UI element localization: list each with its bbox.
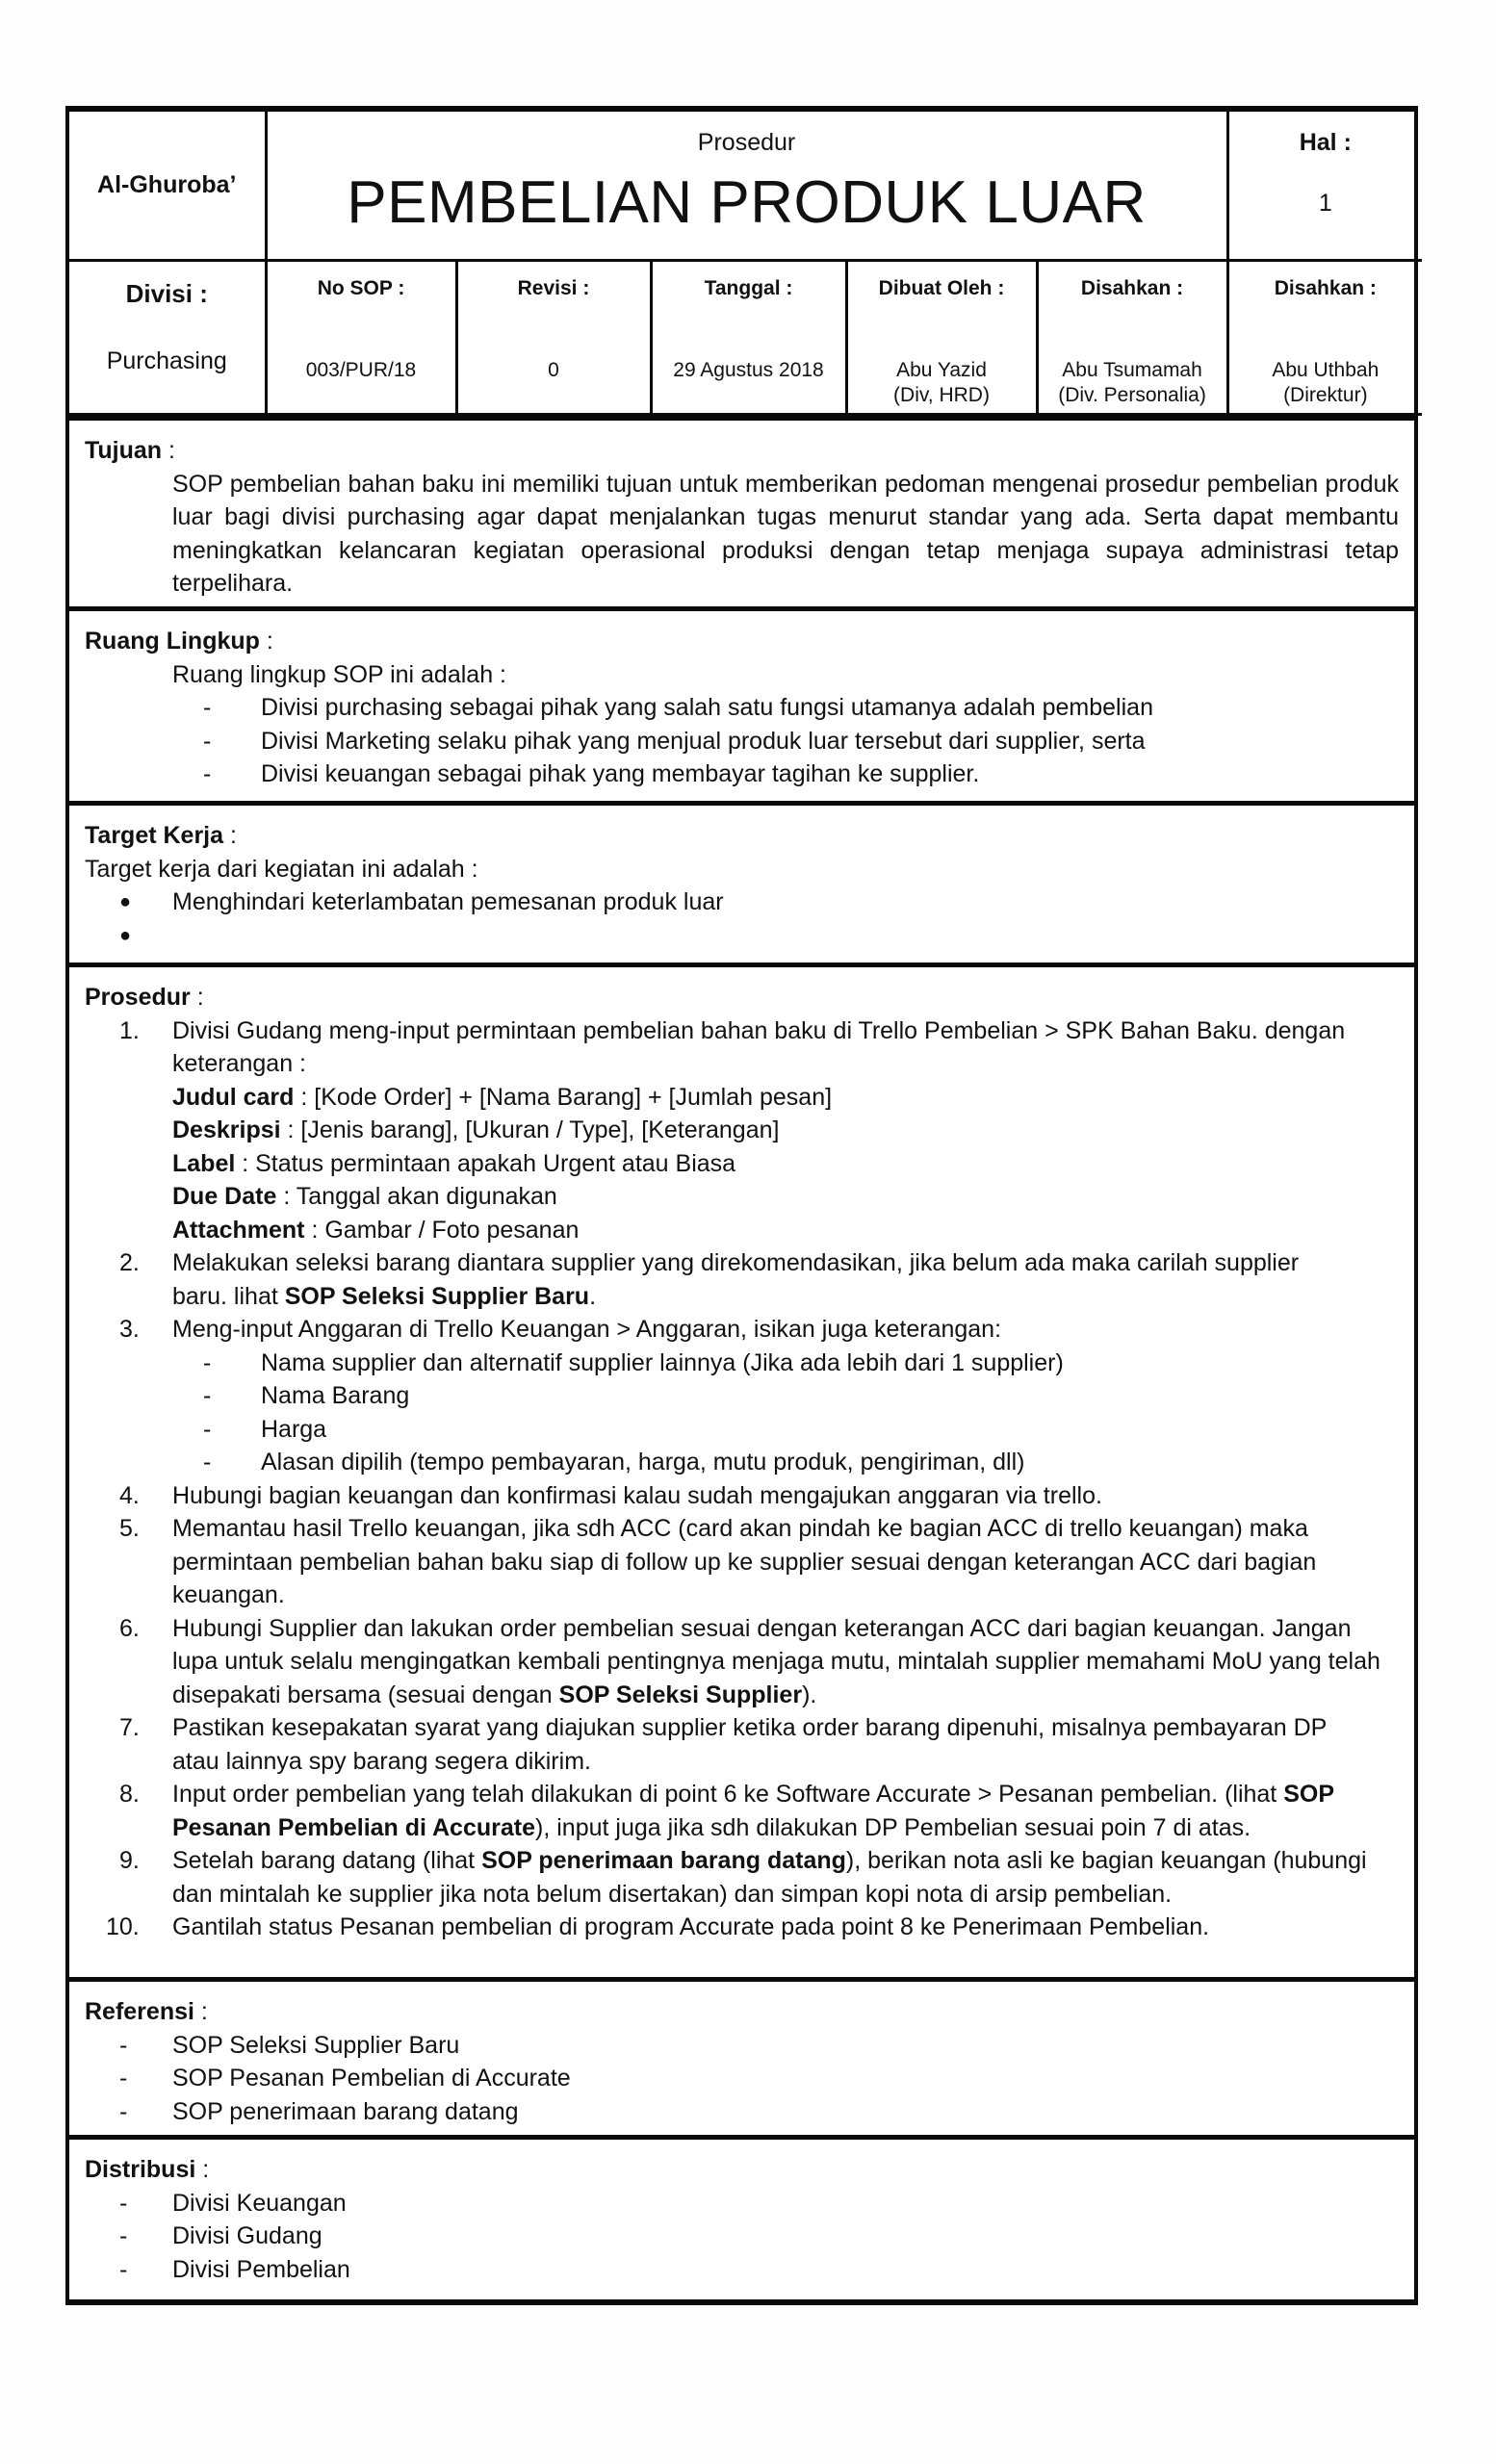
step-item: 7. Pastikan kesepakatan syarat yang diajukan supplier ketika order barang dipenuhi, misalnya pembayaran DP atau lainnya spy barang segera dikirim. — [119, 1714, 1327, 1775]
list-item: - Divisi purchasing sebagai pihak yang salah satu fungsi utamanya adalah pembelian — [203, 694, 1153, 721]
list-item: - Nama Barang — [203, 1382, 410, 1409]
sop-number-value: 003/PUR/18 — [305, 359, 417, 381]
approver-1-cell — [1037, 261, 1227, 415]
list-item[interactable]: - SOP Pesanan Pembelian di Accurate — [119, 2065, 571, 2092]
division-cell — [69, 261, 266, 415]
step-item: 9. Setelah barang datang (lihat SOP penerimaan barang datang), berikan nota asli ke bagian keuangan (hubungi dan mintalah ke supplier jika nota belum disertakan) dan simpan kopi nota di arsip pembelian. — [119, 1847, 1367, 1908]
section-heading: Tujuan : — [85, 437, 175, 464]
card-field: Judul card : [Kode Order] + [Nama Barang] + [Jumlah pesan] — [172, 1083, 833, 1111]
target-kerja-intro: Target kerja dari kegiatan ini adalah : — [85, 855, 478, 883]
section-title: Tujuan — [85, 437, 163, 464]
section-prosedur — [69, 962, 1414, 1977]
document-header-table — [69, 112, 1422, 416]
sop-reference-link[interactable]: SOP Seleksi Supplier Baru — [284, 1282, 590, 1310]
page-number: 1 — [1318, 190, 1332, 217]
section-title: Prosedur — [85, 984, 191, 1011]
approver-1-value — [1039, 358, 1226, 408]
approver-2-name: Abu Uthbah — [1272, 359, 1380, 381]
revision-cell — [456, 261, 651, 415]
section-target-kerja — [69, 801, 1414, 962]
approver-1-name: Abu Tsumamah — [1062, 359, 1202, 381]
list-item — [85, 919, 1399, 953]
sop-number-label: No SOP : — [317, 277, 405, 299]
page-label: Hal : — [1299, 129, 1352, 156]
approver-1-label: Disahkan : — [1080, 277, 1184, 299]
card-field: Attachment : Gambar / Foto pesanan — [172, 1216, 580, 1244]
date-label: Tanggal : — [704, 277, 793, 299]
section-ruang-lingkup — [69, 606, 1414, 801]
step-item: 6. Hubungi Supplier dan lakukan order pembelian sesuai dengan keterangan ACC dari bagian keuangan. Jangan lupa untuk selalu mengingatkan kembali pentingnya menjaga mutu, mintalah supplier memahami MoU yang telah disepakati bersama (sesuai dengan SOP Seleksi Supplier). — [119, 1614, 1380, 1708]
section-referensi — [69, 1977, 1414, 2135]
list-item: - Divisi keuangan sebagai pihak yang membayar tagihan ke supplier. — [203, 760, 980, 787]
list-item: - Divisi Keuangan — [119, 2189, 347, 2217]
list-item: - Harga — [203, 1415, 327, 1443]
distribusi-list — [85, 2187, 1399, 2287]
approver-1-role: (Div. Personalia) — [1058, 384, 1206, 406]
approver-2-label: Disahkan : — [1274, 277, 1377, 299]
revision-value: 0 — [548, 359, 559, 381]
step-item: 3. Meng-input Anggaran di Trello Keuangan > Anggaran, isikan juga keterangan: - Nama supplier dan alternatif supplier lainnya (Jika ada lebih dari 1 supplier) - Nama Barang - Harga - Alasan dipilih (tempo pembayaran, harga, mutu produk, pengiriman, dll) — [85, 1313, 1399, 1479]
step-item: 2. Melakukan seleksi barang diantara supplier yang direkomendasikan, jika belum ada maka carilah supplier baru. lihat SOP Seleksi Supplier Baru. — [119, 1249, 1300, 1310]
approver-2-cell — [1227, 261, 1422, 415]
date-value: 29 Agustus 2018 — [673, 359, 824, 381]
list-item: - Divisi Pembelian — [119, 2255, 350, 2283]
section-heading: Target Kerja : — [85, 822, 237, 849]
anggaran-list — [172, 1347, 1399, 1479]
sop-reference-link[interactable]: SOP Seleksi Supplier — [558, 1681, 803, 1708]
author-cell — [846, 261, 1037, 415]
section-title: Distribusi — [85, 2156, 196, 2183]
approver-2-role: (Direktur) — [1283, 384, 1368, 406]
section-distribusi — [69, 2135, 1414, 2299]
section-heading: Distribusi : — [85, 2156, 210, 2183]
section-heading: Ruang Lingkup : — [85, 628, 273, 654]
revision-label: Revisi : — [517, 277, 590, 299]
step-item: 10. Gantilah status Pesanan pembelian di program Accurate pada point 8 ke Penerimaan Pembelian. — [106, 1913, 1210, 1940]
section-heading: Referensi : — [85, 1998, 208, 2025]
section-title: Ruang Lingkup — [85, 628, 260, 654]
document-type: Prosedur — [697, 129, 796, 156]
division-label: Divisi : — [125, 279, 208, 308]
step-item: 5. Memantau hasil Trello keuangan, jika sdh ACC (card akan pindah ke bagian ACC di trello keuangan) maka permintaan pembelian bahan baku siap di follow up ke supplier sesuai dengan keterangan ACC dari bagian keuangan. — [119, 1515, 1317, 1608]
ruang-lingkup-list — [85, 691, 1399, 791]
division-value: Purchasing — [106, 347, 227, 374]
section-heading: Prosedur : — [85, 984, 204, 1011]
sop-number-cell — [266, 261, 456, 415]
tujuan-text: SOP pembelian bahan baku ini memiliki tujuan untuk memberikan pedoman mengenai prosedur pembelian produk luar bagi divisi purchasing agar dapat menjalankan tugas menurut standar yang ada. Serta dapat membantu meningkatkan kelancaran kegiatan operasional produksi dengan tetap menjaga supaya administrasi tetap terpelihara. — [172, 470, 1399, 597]
step-item: 1. Divisi Gudang meng-input permintaan pembelian bahan baku di Trello Pembelian > SPK Bahan Baku. dengan keterangan : Judul card : [Kode Order] + [Nama Barang] + [Jumlah pesan] Deskripsi : [Jenis barang], [Ukuran / Type], [Keterangan] Label : Status permintaan apakah Urgent atau Biasa Due Date : Tanggal akan digunakan Attachment : Gambar / Foto pesanan — [85, 1014, 1399, 1247]
list-item[interactable]: - SOP penerimaan barang datang — [119, 2097, 519, 2125]
author-name: Abu Yazid — [896, 359, 987, 381]
prosedur-steps — [85, 1014, 1399, 1944]
sop-document — [65, 106, 1418, 2305]
author-label: Dibuat Oleh : — [878, 277, 1005, 299]
ruang-lingkup-intro: Ruang lingkup SOP ini adalah : — [172, 660, 506, 688]
step-item: 4. Hubungi bagian keuangan dan konfirmasi kalau sudah mengajukan anggaran via trello. — [119, 1481, 1102, 1509]
bullet-icon: ● — [119, 891, 132, 912]
author-value — [848, 358, 1036, 408]
list-item: - Divisi Marketing selaku pihak yang menjual produk luar tersebut dari supplier, serta — [203, 727, 1146, 755]
bullet-icon: ● — [119, 924, 132, 946]
card-field: Due Date : Tanggal akan digunakan — [172, 1183, 557, 1210]
sop-reference-link[interactable]: SOP penerimaan barang datang — [481, 1847, 846, 1874]
section-title: Referensi — [85, 1998, 194, 2025]
target-kerja-list — [85, 886, 1399, 952]
list-item: - Alasan dipilih (tempo pembayaran, harga, mutu produk, pengiriman, dll) — [203, 1449, 1025, 1476]
card-field: Deskripsi : [Jenis barang], [Ukuran / Type], [Keterangan] — [172, 1116, 780, 1143]
document-title: PEMBELIAN PRODUK LUAR — [347, 169, 1147, 236]
list-item: - Nama supplier dan alternatif supplier lainnya (Jika ada lebih dari 1 supplier) — [203, 1348, 1064, 1376]
title-cell — [266, 112, 1227, 261]
approver-2-value — [1229, 358, 1423, 408]
section-tujuan — [69, 416, 1414, 606]
organization-name: Al-Ghuroba’ — [69, 112, 266, 261]
list-item: ● Menghindari keterlambatan pemesanan produk luar — [85, 886, 1399, 919]
sop-reference-link[interactable]: SOP Pesanan Pembelian di Accurate — [172, 1781, 1334, 1841]
step-item: 8. Input order pembelian yang telah dilakukan di point 6 ke Software Accurate > Pesanan pembelian. (lihat SOP Pesanan Pembelian di Accurate), input juga jika sdh dilakukan DP Pembelian sesuai poin 7 di atas. — [119, 1781, 1334, 1841]
list-item: - Divisi Gudang — [119, 2222, 322, 2249]
page-cell — [1227, 112, 1422, 261]
section-title: Target Kerja — [85, 822, 224, 849]
author-role: (Div, HRD) — [893, 384, 990, 406]
card-field: Label : Status permintaan apakah Urgent atau Biasa — [172, 1149, 736, 1177]
date-cell — [651, 261, 846, 415]
list-item[interactable]: - SOP Seleksi Supplier Baru — [119, 2031, 460, 2059]
referensi-list — [85, 2029, 1399, 2129]
